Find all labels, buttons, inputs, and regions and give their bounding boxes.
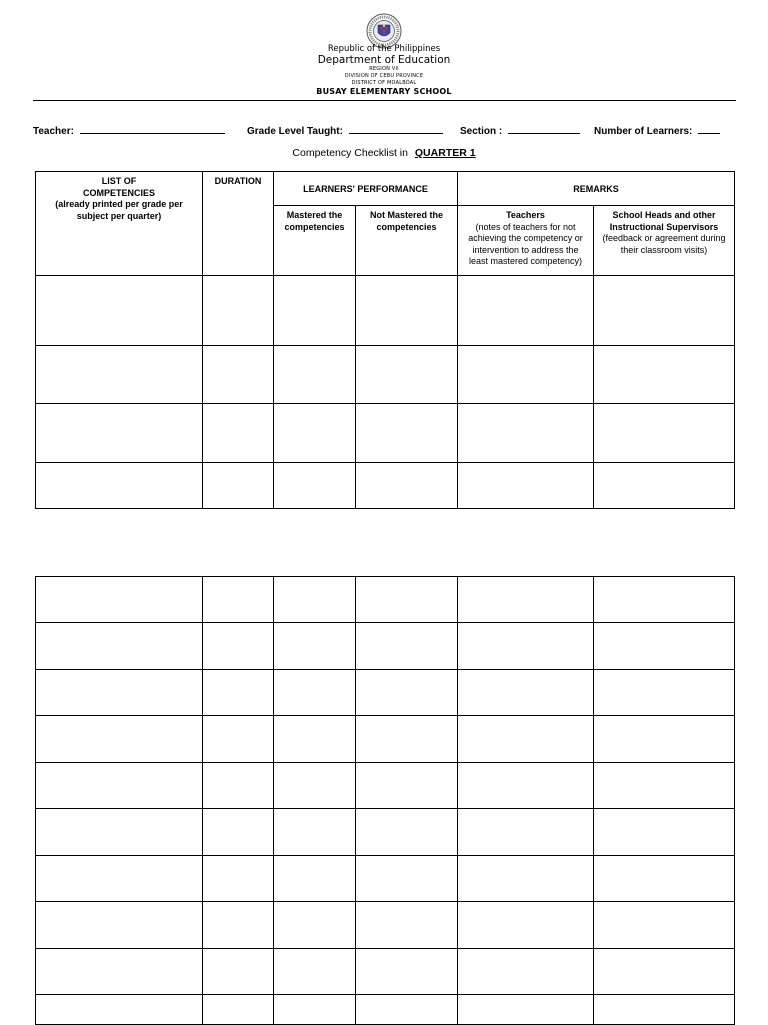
table-cell[interactable] <box>356 949 458 995</box>
table-row <box>36 763 735 809</box>
table-cell[interactable] <box>594 995 735 1025</box>
table-cell[interactable] <box>203 995 274 1025</box>
table-cell[interactable] <box>356 995 458 1025</box>
table-cell[interactable] <box>458 404 594 463</box>
table-cell[interactable] <box>274 995 356 1025</box>
learners-field[interactable] <box>594 124 720 137</box>
school-name: BUSAY ELEMENTARY SCHOOL <box>316 87 452 96</box>
table-row <box>36 856 735 902</box>
table-cell[interactable] <box>458 577 594 623</box>
teacher-field[interactable] <box>33 124 225 137</box>
table-cell[interactable] <box>274 577 356 623</box>
table-cell[interactable] <box>274 809 356 856</box>
table-cell[interactable] <box>274 949 356 995</box>
table-cell[interactable] <box>203 949 274 995</box>
header-divider <box>33 100 736 101</box>
district-label: DISTRICT OF MOALBOAL <box>351 80 417 86</box>
table-row <box>36 404 735 463</box>
table-cell[interactable] <box>203 670 274 716</box>
table-cell[interactable] <box>594 463 735 509</box>
table-cell[interactable] <box>274 902 356 949</box>
sub-heads-note: (feedback or agreement during their classroom visits) <box>602 233 726 255</box>
table-cell[interactable] <box>36 809 203 856</box>
table-row <box>36 902 735 949</box>
table-cell[interactable] <box>36 716 203 763</box>
table-row <box>36 995 735 1025</box>
table-cell[interactable] <box>594 404 735 463</box>
table-cell[interactable] <box>594 716 735 763</box>
sub-mastered: Mastered the competencies <box>274 206 356 276</box>
table-cell[interactable] <box>203 902 274 949</box>
table-cell[interactable] <box>36 856 203 902</box>
table-cell[interactable] <box>36 346 203 404</box>
table-cell[interactable] <box>356 577 458 623</box>
table-cell[interactable] <box>274 404 356 463</box>
table-row <box>36 809 735 856</box>
table-row <box>36 346 735 404</box>
quarter-value: QUARTER 1 <box>414 147 476 159</box>
header-competencies <box>36 172 203 276</box>
table-cell[interactable] <box>274 763 356 809</box>
table-cell[interactable] <box>36 623 203 670</box>
table-cell[interactable] <box>356 404 458 463</box>
table-cell[interactable] <box>203 623 274 670</box>
table-cell[interactable] <box>356 716 458 763</box>
table-cell[interactable] <box>356 809 458 856</box>
header-competencies-line1: LIST OF <box>101 176 137 186</box>
table-cell[interactable] <box>458 276 594 346</box>
header-performance: LEARNERS' PERFORMANCE <box>274 172 458 206</box>
table-cell[interactable] <box>356 902 458 949</box>
table-cell[interactable] <box>594 902 735 949</box>
table-cell[interactable] <box>274 670 356 716</box>
table-cell[interactable] <box>36 276 203 346</box>
table-cell[interactable] <box>203 809 274 856</box>
table-cell[interactable] <box>458 949 594 995</box>
table-cell[interactable] <box>458 809 594 856</box>
sub-teachers <box>458 206 594 276</box>
checklist-label: Competency Checklist in <box>292 147 408 159</box>
competency-table-continued <box>35 576 735 1025</box>
region-label: REGION VII <box>369 66 399 72</box>
table-cell[interactable] <box>594 577 735 623</box>
teacher-label: Teacher: <box>33 126 74 137</box>
table-cell[interactable] <box>594 346 735 404</box>
table-cell[interactable] <box>594 949 735 995</box>
table-cell[interactable] <box>594 809 735 856</box>
table-cell[interactable] <box>458 995 594 1025</box>
table-cell[interactable] <box>274 623 356 670</box>
table-cell[interactable] <box>356 856 458 902</box>
grade-blank[interactable] <box>349 124 443 134</box>
header-competencies-line2: COMPETENCIES <box>82 187 155 198</box>
checklist-title <box>0 147 768 159</box>
table-row <box>36 463 735 509</box>
learners-blank[interactable] <box>698 124 720 134</box>
table-cell[interactable] <box>594 763 735 809</box>
table-cell[interactable] <box>274 856 356 902</box>
table-cell[interactable] <box>36 670 203 716</box>
section-blank[interactable] <box>508 124 580 134</box>
table-cell[interactable] <box>594 856 735 902</box>
division-label: DIVISION OF CEBU PROVINCE <box>344 73 424 79</box>
table-row <box>36 716 735 763</box>
table-cell[interactable] <box>458 670 594 716</box>
table-cell[interactable] <box>458 463 594 509</box>
table-cell[interactable] <box>274 716 356 763</box>
table-cell[interactable] <box>458 716 594 763</box>
table-cell[interactable] <box>458 902 594 949</box>
competency-table <box>35 171 735 509</box>
table-cell[interactable] <box>203 856 274 902</box>
table-cell[interactable] <box>458 623 594 670</box>
table-cell[interactable] <box>36 995 203 1025</box>
republic-label: Republic of the Philippines <box>327 44 441 54</box>
table-cell[interactable] <box>203 577 274 623</box>
table-cell[interactable] <box>594 276 735 346</box>
sub-heads-title: School Heads and other Instructional Supervisors <box>609 210 719 232</box>
table-cell[interactable] <box>203 463 274 509</box>
table-cell[interactable] <box>203 404 274 463</box>
section-field[interactable] <box>460 124 580 137</box>
table-cell[interactable] <box>203 716 274 763</box>
department-label: Department of Education <box>317 54 451 66</box>
table-cell[interactable] <box>36 949 203 995</box>
header-duration: DURATION <box>203 172 274 276</box>
table-cell[interactable] <box>458 763 594 809</box>
table-cell[interactable] <box>203 276 274 346</box>
header-competencies-note: (already printed per grade per subject per quarter) <box>55 199 183 221</box>
grade-field[interactable] <box>247 124 443 137</box>
table-row <box>36 623 735 670</box>
table-cell[interactable] <box>356 346 458 404</box>
table-cell[interactable] <box>274 276 356 346</box>
table-cell[interactable] <box>203 763 274 809</box>
table-cell[interactable] <box>36 463 203 509</box>
table-cell[interactable] <box>356 670 458 716</box>
table-row <box>36 670 735 716</box>
table-cell[interactable] <box>203 346 274 404</box>
table-cell[interactable] <box>36 763 203 809</box>
table-cell[interactable] <box>36 404 203 463</box>
grade-label: Grade Level Taught: <box>247 126 343 137</box>
sub-not-mastered: Not Mastered the competencies <box>356 206 458 276</box>
table-cell[interactable] <box>594 623 735 670</box>
table-row <box>36 577 735 623</box>
table-cell[interactable] <box>458 346 594 404</box>
table-cell[interactable] <box>458 856 594 902</box>
table-row <box>36 949 735 995</box>
table-cell[interactable] <box>274 346 356 404</box>
table-cell[interactable] <box>36 902 203 949</box>
table-cell[interactable] <box>356 763 458 809</box>
sub-teachers-note: (notes of teachers for not achieving the competency or intervention to address the least mastered competency) <box>468 221 583 266</box>
table-cell[interactable] <box>36 577 203 623</box>
table-cell[interactable] <box>274 463 356 509</box>
table-cell[interactable] <box>594 670 735 716</box>
sub-teachers-title: Teachers <box>506 210 545 220</box>
learners-label: Number of Learners: <box>594 126 693 137</box>
teacher-blank[interactable] <box>80 124 225 134</box>
table-cell[interactable] <box>356 463 458 509</box>
table-cell[interactable] <box>356 623 458 670</box>
header-remarks: REMARKS <box>458 172 735 206</box>
table-cell[interactable] <box>356 276 458 346</box>
section-label: Section : <box>460 126 503 137</box>
sub-heads <box>594 206 735 276</box>
table-row <box>36 276 735 346</box>
